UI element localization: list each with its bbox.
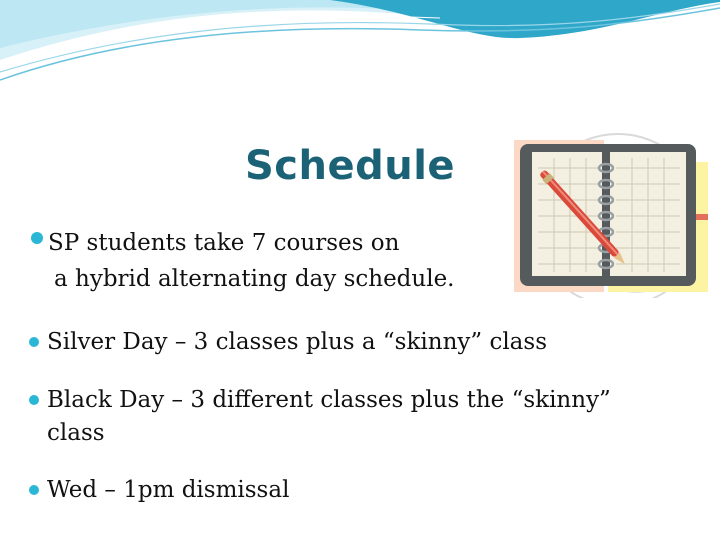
bullet-dot-icon: [31, 232, 43, 244]
bullet-dot-icon: [29, 337, 39, 347]
bullet-text-continued: a hybrid alternating day schedule.: [54, 266, 455, 293]
bullet-text: Black Day – 3 different classes plus the “skinny”: [47, 387, 611, 413]
bullet-item: [47, 384, 647, 451]
bullet-text: Silver Day – 3 classes plus a “skinny” class: [47, 329, 548, 355]
bullet-text: SP students take 7 courses on: [48, 230, 400, 256]
header-wave-decoration: [0, 0, 720, 100]
slide-title: Schedule: [244, 143, 456, 189]
bullet-item: [47, 474, 647, 507]
bullet-dot-icon: [29, 485, 39, 495]
bullet-dot-icon: [29, 395, 39, 405]
planner-with-pen-icon: [508, 128, 712, 298]
bullet-text-continued: class: [47, 420, 105, 447]
bullet-item: [48, 227, 468, 297]
bullet-item: [47, 326, 687, 359]
bullet-text: Wed – 1pm dismissal: [47, 477, 290, 503]
